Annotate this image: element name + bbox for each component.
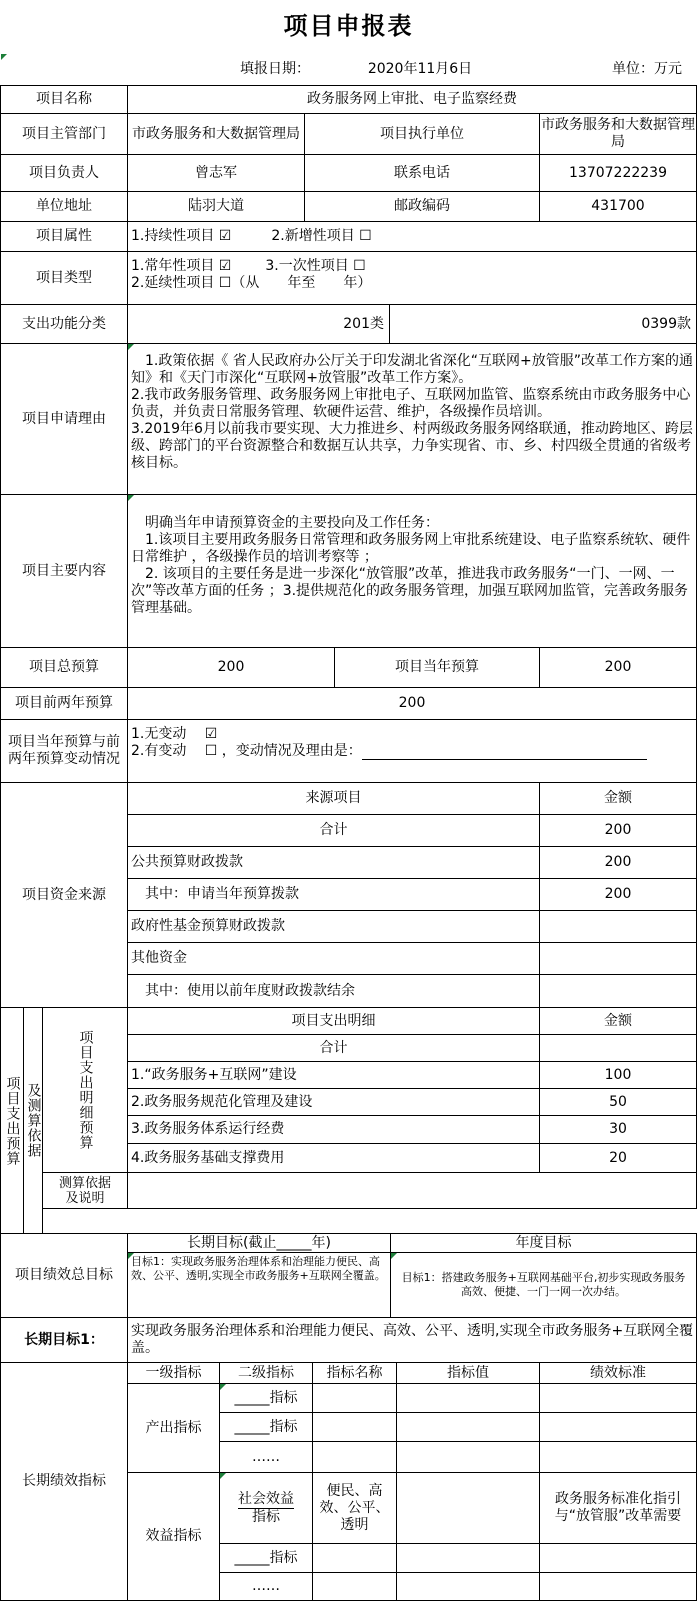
long-goal1-text: 实现政务服务治理体系和治理能力便民、高效、公平、透明,实现全市政务服务+互联网全覆盖。 — [127, 1317, 697, 1363]
indicator-header-level2: 二级指标 — [219, 1362, 313, 1384]
expense-row-amount — [539, 1034, 697, 1062]
perf-long-header: 长期目标(截止_____年) — [127, 1233, 391, 1253]
indicator-sub-blank: _____指标 — [219, 1412, 313, 1442]
content-text — [127, 494, 697, 648]
fund-row-item: 其中：使用以前年度财政拨款结余 — [127, 974, 540, 1008]
perf-long-text: 目标1：实现政务服务治理体系和治理能力便民、高效、公平、透明,实现全市政务服务+互联网全覆盖。 — [127, 1252, 391, 1318]
type-label: 项目类型 — [0, 251, 128, 305]
indicator-sub-blank: _____指标 — [219, 1543, 313, 1573]
prev-budget-value: 200 — [127, 687, 697, 720]
calc-note-value — [127, 1172, 697, 1209]
cell-marker-icon — [1, 54, 7, 60]
reason-line-1: 1.政策依据《 省人民政府办公厅关于印发湖北省深化“互联网+放管服”改革工作方案的通知》和《天门市深化“互联网+放管服”改革工作方案》。 — [131, 353, 694, 386]
indicator-name-cell — [312, 1572, 397, 1601]
fund-header-item: 来源项目 — [127, 782, 540, 815]
expense-row-item: 4.政务服务基础支撑费用 — [127, 1143, 540, 1173]
indicator-benefit-label: 效益指标 — [127, 1472, 220, 1601]
indicator-value-cell — [396, 1572, 540, 1601]
indicator-social-name: 便民、高效、公平、透明 — [312, 1472, 397, 1544]
fund-row-item: 其中：申请当年预算拨款 — [127, 878, 540, 911]
cell-marker-icon — [128, 495, 134, 501]
exec-unit-value: 市政务服务和大数据管理局 — [539, 113, 697, 155]
indicator-ellipsis: …… — [219, 1441, 313, 1473]
change-reason-field[interactable] — [362, 745, 647, 760]
indicator-header-standard: 绩效标准 — [539, 1362, 697, 1384]
indicator-standard-cell — [539, 1543, 697, 1573]
fund-source-label: 项目资金来源 — [0, 782, 128, 1008]
leader-label: 项目负责人 — [0, 154, 128, 192]
address-label: 单位地址 — [0, 191, 128, 222]
expense-row-amount: 20 — [539, 1143, 697, 1173]
fund-row-amount — [539, 942, 697, 975]
reason-line-2: 2.我市政务服务管理、政务服务网上审批电子、互联网加监管、监察系统由市政务服务中心负责，并负责日常服务管理、软硬件运营、维护，各级操作员培训。 — [131, 387, 691, 420]
change-options — [127, 719, 697, 783]
indicator-social-standard: 政务服务标准化指引与“放管服”改革需要 — [539, 1472, 697, 1544]
expense-row-amount: 50 — [539, 1088, 697, 1116]
fund-row-item: 公共预算财政拨款 — [127, 846, 540, 879]
address-value: 陆羽大道 — [127, 191, 305, 222]
fund-row-amount — [539, 974, 697, 1008]
content-line-3: 2. 该项目的主要任务是进一步深化“放管服”改革，推进我市政务服务“一门、一网、一次”等改革方面的任务 ；3.提供规范化的政务服务管理，加强互联网加监管，完善政务服务管理基础。 — [131, 566, 689, 616]
fund-row-amount: 200 — [539, 846, 697, 879]
leader-value: 曾志军 — [127, 154, 305, 192]
long-goal1-label: 长期目标1： — [0, 1317, 128, 1363]
cell-marker-icon — [391, 1253, 397, 1259]
postcode-label: 邮政编码 — [304, 191, 540, 222]
expense-row-item: 1.“政务服务+互联网”建设 — [127, 1061, 540, 1089]
reason-line-3: 3.2019年6月以前我市要实现、大力推进乡、村两级政务服务网络联通，推动跨地区、跨层级、跨部门的平台资源整合和数据互认共享，力争实现省、市、乡、村四级全贯通的省级考核目标。 — [131, 421, 693, 471]
indicator-value-cell — [396, 1543, 540, 1573]
indicator-header-value: 指标值 — [396, 1362, 540, 1384]
phone-value: 13707222239 — [539, 154, 697, 192]
indicator-output-label: 产出指标 — [127, 1383, 220, 1473]
total-budget-label: 项目总预算 — [0, 647, 128, 688]
perf-year-header: 年度目标 — [390, 1233, 697, 1253]
fund-row-item: 其他资金 — [127, 942, 540, 975]
exec-unit-label: 项目执行单位 — [304, 113, 540, 155]
indicator-value-cell — [396, 1472, 540, 1544]
change-option-none[interactable]: 1.无变动 ☑ — [131, 726, 218, 742]
calc-note-label: 测算依据及说明 — [42, 1172, 128, 1209]
indicator-standard-cell — [539, 1383, 697, 1413]
project-name-label: 项目名称 — [0, 85, 128, 114]
cell-marker-icon — [128, 1253, 134, 1259]
cell-marker-icon — [220, 1473, 226, 1479]
perf-year-text: 目标1：搭建政务服务+互联网基础平台,初步实现政务服务高效、便捷、一门一网一次办结。 — [390, 1252, 697, 1318]
content-line-2: 1.该项目主要用政务服务日常管理和政务服务网上审批系统建设、电子监察系统软、硬件日常维护 ，各级操作员的培训考察等 ； — [131, 532, 691, 565]
prev-budget-label: 项目前两年预算 — [0, 687, 128, 720]
attribute-label: 项目属性 — [0, 221, 128, 252]
func-class-item: 0399款 — [389, 304, 697, 344]
expense-row-item: 2.政务服务规范化管理及建设 — [127, 1088, 540, 1116]
content-label: 项目主要内容 — [0, 494, 128, 648]
dept-value: 市政务服务和大数据管理局 — [127, 113, 305, 155]
indicator-standard-cell — [539, 1412, 697, 1442]
expense-header-item: 项目支出明细 — [127, 1007, 540, 1035]
type-option-extended[interactable]: 2.延续性项目 ☐（从 年至 年） — [131, 275, 372, 291]
content-line-1: 明确当年申请预算资金的主要投向及工作任务： — [131, 515, 439, 531]
func-class-type: 201类 — [127, 304, 390, 344]
dept-label: 项目主管部门 — [0, 113, 128, 155]
indicator-name-cell — [312, 1412, 397, 1442]
type-option-annual[interactable]: 1.常年性项目 ☑ — [131, 258, 232, 274]
unit-label: 单位：万元 — [612, 60, 682, 77]
fund-row-amount: 200 — [539, 814, 697, 847]
expense-row-item: 3.政务服务体系运行经费 — [127, 1115, 540, 1144]
fund-row-amount — [539, 910, 697, 943]
indicator-social-cell — [219, 1472, 313, 1544]
fund-row-amount: 200 — [539, 878, 697, 911]
type-option-onetime[interactable]: 3.一次性项目 ☐ — [265, 258, 366, 274]
indicator-value-cell — [396, 1412, 540, 1442]
expense-header-amount: 金额 — [539, 1007, 697, 1035]
indicator-header-name: 指标名称 — [312, 1362, 397, 1384]
func-class-label: 支出功能分类 — [0, 304, 128, 344]
indicator-value-cell — [396, 1441, 540, 1473]
indicator-header-level1: 一级指标 — [127, 1362, 220, 1384]
indicator-ellipsis: …… — [219, 1572, 313, 1601]
page-title: 项目申报表 — [283, 11, 414, 40]
attribute-option-continuous[interactable]: 1.持续性项目 ☑ — [131, 228, 232, 244]
indicator-name-cell — [312, 1383, 397, 1413]
indicator-standard-cell — [539, 1441, 697, 1473]
expense-row-amount: 100 — [539, 1061, 697, 1089]
fund-row-item: 合计 — [127, 814, 540, 847]
indicator-social-top: 社会效益 — [238, 1491, 294, 1507]
indicator-name-cell — [312, 1441, 397, 1473]
reason-label: 项目申请理由 — [0, 343, 128, 495]
indicator-sub-blank: _____指标 — [219, 1383, 313, 1413]
year-budget-value: 200 — [539, 647, 697, 688]
indicator-social-bottom: 指标 — [252, 1509, 280, 1525]
perf-goal-label: 项目绩效总目标 — [0, 1233, 128, 1318]
total-budget-value: 200 — [127, 647, 335, 688]
fill-date-value: 2020年11月6日 — [367, 60, 473, 77]
phone-label: 联系电话 — [304, 154, 540, 192]
cell-marker-icon — [220, 1384, 226, 1390]
project-name-value: 政务服务网上审批、电子监察经费 — [127, 85, 697, 114]
expense-row-amount: 30 — [539, 1115, 697, 1144]
indicator-value-cell — [396, 1383, 540, 1413]
expense-detail-label: 项目支出明细预算 — [42, 1007, 128, 1173]
fund-row-item: 政府性基金预算财政拨款 — [127, 910, 540, 943]
attribute-option-new[interactable]: 2.新增性项目 ☐ — [271, 228, 372, 244]
type-options — [127, 251, 697, 305]
cell-marker-icon — [128, 344, 134, 350]
attribute-options — [127, 221, 697, 252]
year-budget-label: 项目当年预算 — [334, 647, 540, 688]
indicator-standard-cell — [539, 1572, 697, 1601]
fund-header-amount: 金额 — [539, 782, 697, 815]
expense-basis-label: 及测算依据 — [23, 1007, 43, 1234]
reason-text — [127, 343, 697, 495]
indicator-name-cell — [312, 1543, 397, 1573]
postcode-value: 431700 — [539, 191, 697, 222]
expense-row-item: 合计 — [127, 1034, 540, 1062]
long-indicators-label: 长期绩效指标 — [0, 1362, 128, 1601]
change-option-changed[interactable]: 2.有变动 ☐ ，变动情况及理由是： — [131, 743, 362, 759]
change-label: 项目当年预算与前两年预算变动情况 — [0, 719, 128, 783]
fill-date-label: 填报日期： — [240, 60, 310, 77]
expense-outer-label: 项目支出预算 — [0, 1007, 24, 1234]
